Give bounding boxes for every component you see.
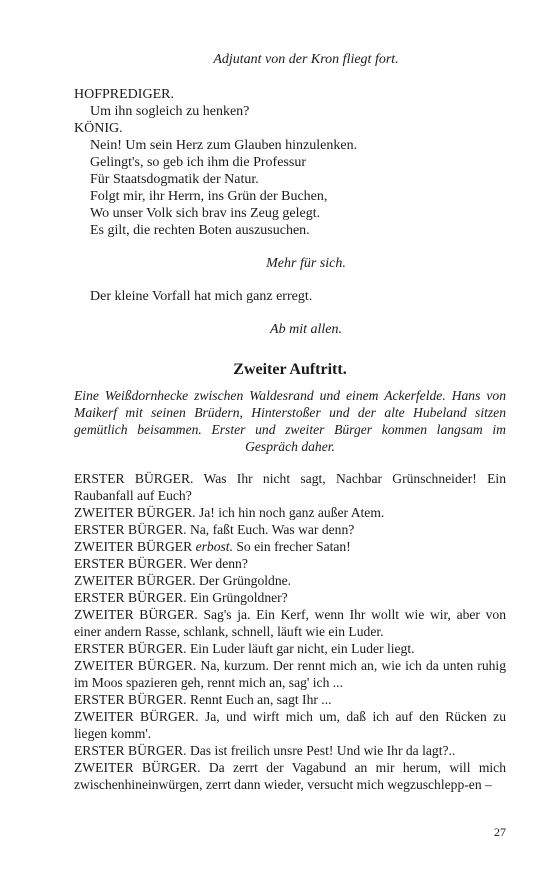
verse-block — [74, 86, 506, 239]
scene-title: Zweiter Auftritt. — [233, 361, 347, 378]
speaker-koenig: KÖNIG. — [74, 121, 123, 136]
verse-line: Gelingt's, so geb ich ihm die Professur — [90, 155, 306, 170]
dialogue-text: So ein frecher Satan! — [232, 539, 351, 554]
dialogue-line: ZWEITER BÜRGER. Ja, und wirft mich um, daß ich auf den Rücken zu liegen komm'. — [74, 709, 506, 741]
dialogue-line: ERSTER BÜRGER. Was Ihr nicht sagt, Nachbar Grünschneider! Ein Raubanfall auf Euch? — [74, 471, 506, 503]
dialogue-line: ERSTER BÜRGER. Ein Grüngoldner? — [74, 590, 288, 605]
dialogue-line: ERSTER BÜRGER. Wer denn? — [74, 556, 248, 571]
dialogue-line — [74, 538, 506, 555]
dialogue-line: ZWEITER BÜRGER. Der Grüngoldne. — [74, 573, 292, 588]
page-number: 27 — [494, 825, 506, 839]
scene-description: Eine Weißdornhecke zwischen Waldesrand und einem Ackerfelde. Hans von Maikerf mit seinen Brüdern, Hinterstoßer und der alte Hubeland sitzen gemütlich beisammen. Erster und zweiter Bürger kommen langsam im Gespräch daher. — [74, 388, 506, 454]
stage-direction-exit: Ab mit allen. — [270, 322, 342, 337]
dialogue-line: ZWEITER BÜRGER. Ja! ich hin noch ganz außer Atem. — [74, 505, 385, 520]
dialogue-line: ZWEITER BÜRGER. Da zerrt der Vagabund an mir herum, will mich zwischenhineinwürgen, zerrt dann wieder, versucht mich wegzuschlepp-en – — [74, 760, 506, 792]
dialogue-line: ERSTER BÜRGER. Na, faßt Euch. Was war denn? — [74, 522, 355, 537]
verse-line: Der kleine Vorfall hat mich ganz erregt. — [90, 289, 313, 304]
verse-line: Wo unser Volk sich brav ins Zeug gelegt. — [90, 206, 321, 221]
verse-line: Folgt mir, ihr Herrn, ins Grün der Buchen, — [90, 189, 328, 204]
verse-line: Nein! Um sein Herz zum Glauben hinzulenken. — [90, 138, 358, 153]
stage-direction-inline: erbost. — [195, 539, 233, 554]
dialogue-line: ERSTER BÜRGER. Ein Luder läuft gar nicht, ein Luder liegt. — [74, 641, 415, 656]
dialogue-block — [74, 470, 506, 793]
dialogue-line: ZWEITER BÜRGER. Sag's ja. Ein Kerf, wenn Ihr wollt wie wir, aber von einer andern Rasse, schlank, schnell, läuft wie ein Luder. — [74, 607, 506, 639]
verse-line: Um ihn sogleich zu henken? — [90, 104, 250, 119]
speaker-hofprediger: HOFPREDIGER. — [74, 87, 174, 102]
verse-line: Für Staatsdogmatik der Natur. — [90, 172, 259, 187]
dialogue-line: ERSTER BÜRGER. Rennt Euch an, sagt Ihr ... — [74, 692, 332, 707]
dialogue-line: ZWEITER BÜRGER. Na, kurzum. Der rennt mich an, wie ich da unten ruhig im Moos spazieren geh, rennt mich an, sag' ich ... — [74, 658, 506, 690]
dialogue-line: ERSTER BÜRGER. Das ist freilich unsre Pest! Und wie Ihr da lagt?.. — [74, 743, 456, 758]
verse-line: Es gilt, die rechten Boten auszusuchen. — [90, 223, 310, 238]
stage-direction-top: Adjutant von der Kron fliegt fort. — [213, 52, 399, 67]
speaker: ZWEITER BÜRGER — [74, 539, 196, 554]
stage-direction-aside: Mehr für sich. — [266, 256, 346, 271]
